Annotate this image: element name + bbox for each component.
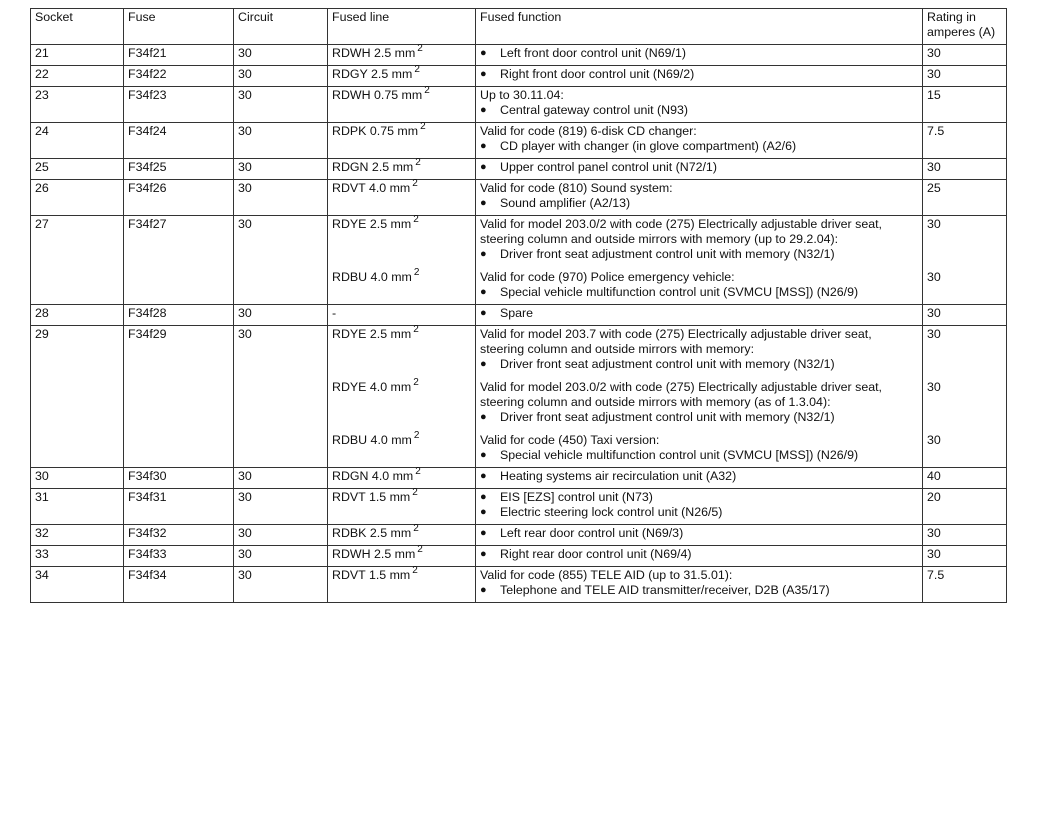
function-entry — [480, 490, 918, 520]
cell-fuse: F34f22 — [124, 66, 234, 87]
table-row — [31, 87, 1007, 123]
cell-fused-function — [476, 159, 923, 180]
function-text: Sound amplifier (A2/13) — [500, 196, 631, 210]
cell-fused-function — [476, 45, 923, 66]
fused-line-entry — [332, 565, 471, 583]
fused-line-entry — [332, 43, 471, 61]
cell-socket: 28 — [31, 305, 124, 326]
cell-fused-line — [328, 123, 476, 159]
fused-line-unit-exponent: 2 — [420, 121, 426, 132]
cell-fused-line — [328, 45, 476, 66]
cell-fuse: F34f21 — [124, 45, 234, 66]
cell-fused-function — [476, 546, 923, 567]
function-entry — [480, 67, 918, 82]
function-bullet-item — [480, 469, 918, 484]
cell-rating — [923, 216, 1007, 305]
rating-value: 20 — [927, 490, 941, 504]
rating-value: 30 — [927, 547, 941, 561]
cell-rating — [923, 305, 1007, 326]
cell-fuse: F34f23 — [124, 87, 234, 123]
rating-value: 40 — [927, 469, 941, 483]
fused-line-entry — [332, 214, 471, 270]
function-text: Right front door control unit (N69/2) — [500, 67, 695, 81]
cell-circuit: 30 — [234, 216, 328, 305]
function-text: Left front door control unit (N69/1) — [500, 46, 686, 60]
function-entry — [480, 46, 918, 61]
fused-line-unit-exponent: 2 — [417, 544, 423, 555]
fused-line-value: RDVT 4.0 mm — [332, 181, 411, 195]
function-bullet-item — [480, 139, 918, 154]
cell-circuit: 30 — [234, 326, 328, 468]
fuse-table — [30, 8, 1007, 603]
function-entry — [480, 181, 918, 211]
bullet-icon: ● — [480, 548, 487, 560]
fused-line-value: RDGY 2.5 mm — [332, 67, 413, 81]
fused-line-value: RDYE 2.5 mm — [332, 217, 412, 231]
cell-fused-function — [476, 216, 923, 305]
bullet-icon: ● — [480, 248, 487, 260]
cell-rating — [923, 66, 1007, 87]
fused-line-unit-exponent: 2 — [413, 430, 420, 441]
fused-line-value: RDYE 2.5 mm — [332, 327, 412, 341]
fused-line-entry — [332, 64, 471, 82]
rating-value: 30 — [927, 433, 941, 447]
fused-line-entry — [332, 178, 471, 196]
bullet-icon: ● — [480, 286, 487, 298]
function-bullet-item — [480, 160, 918, 175]
rating-value: 25 — [927, 181, 941, 195]
function-text: Right rear door control unit (N69/4) — [500, 547, 692, 561]
rating-value: 7.5 — [927, 124, 945, 138]
function-text: Heating systems air recirculation unit (A32) — [500, 469, 737, 483]
function-text: Driver front seat adjustment control unit with memory (N32/1) — [500, 410, 835, 424]
cell-fused-function — [476, 87, 923, 123]
table-row — [31, 567, 1007, 603]
table-row — [31, 123, 1007, 159]
fused-line-value: RDBU 4.0 mm — [332, 270, 412, 284]
cell-circuit: 30 — [234, 489, 328, 525]
function-entry — [480, 217, 918, 262]
cell-fuse: F34f27 — [124, 216, 234, 305]
function-entry — [480, 88, 918, 118]
cell-socket: 24 — [31, 123, 124, 159]
cell-socket: 32 — [31, 525, 124, 546]
cell-circuit: 30 — [234, 546, 328, 567]
function-entry — [480, 327, 918, 372]
fused-line-value: RDPK 0.75 mm — [332, 124, 419, 138]
fused-line-entry — [332, 267, 471, 285]
function-bullet-item — [480, 505, 918, 520]
cell-fuse: F34f31 — [124, 489, 234, 525]
fused-line-entry — [332, 377, 471, 433]
cell-rating — [923, 546, 1007, 567]
function-condition: Up to 30.11.04: — [480, 88, 564, 102]
rating-value: 30 — [927, 217, 941, 231]
function-bullet-item — [480, 247, 918, 262]
cell-fuse: F34f25 — [124, 159, 234, 180]
rating-value: 30 — [927, 46, 941, 60]
header-fuse: Fuse — [124, 9, 234, 45]
table-row — [31, 468, 1007, 489]
function-text: Special vehicle multifunction control unit (SVMCU [MSS]) (N26/9) — [500, 285, 859, 299]
function-text: Telephone and TELE AID transmitter/receiver, D2B (A35/17) — [500, 583, 830, 597]
cell-fused-line — [328, 525, 476, 546]
table-row — [31, 489, 1007, 525]
cell-fuse: F34f29 — [124, 326, 234, 468]
rating-value: 30 — [927, 380, 941, 394]
cell-fused-function — [476, 468, 923, 489]
cell-rating — [923, 489, 1007, 525]
function-bullet-item — [480, 547, 918, 562]
table-body — [31, 45, 1007, 603]
fused-line-unit-exponent: 2 — [412, 178, 418, 189]
function-bullet-item — [480, 46, 918, 61]
function-bullet-item — [480, 410, 918, 425]
fused-line-value: RDVT 1.5 mm — [332, 568, 411, 582]
cell-socket: 34 — [31, 567, 124, 603]
header-fused-function: Fused function — [476, 9, 923, 45]
bullet-icon: ● — [480, 411, 487, 423]
function-entry — [480, 160, 918, 175]
fused-line-entry — [332, 85, 471, 103]
cell-socket: 31 — [31, 489, 124, 525]
fused-line-entry — [332, 466, 471, 484]
cell-fused-line — [328, 159, 476, 180]
fused-line-value: RDGN 2.5 mm — [332, 160, 414, 174]
cell-fused-function — [476, 567, 923, 603]
bullet-icon: ● — [480, 470, 487, 482]
cell-fused-line — [328, 468, 476, 489]
rating-value: 30 — [927, 270, 941, 284]
cell-socket: 23 — [31, 87, 124, 123]
function-entry — [480, 306, 918, 321]
cell-fuse: F34f28 — [124, 305, 234, 326]
bullet-icon: ● — [480, 197, 487, 209]
cell-fused-line — [328, 87, 476, 123]
function-condition: Valid for model 203.0/2 with code (275) Electrically adjustable driver seat, steering column and outside mirrors with memory (up to 29.2.04): — [480, 217, 882, 246]
cell-socket: 21 — [31, 45, 124, 66]
fused-line-unit-exponent: 2 — [412, 487, 418, 498]
function-entry — [480, 380, 918, 425]
fused-line-entry — [332, 306, 471, 321]
cell-fused-line — [328, 326, 476, 468]
fused-line-unit-exponent: 2 — [415, 157, 421, 168]
table-row — [31, 66, 1007, 87]
cell-rating — [923, 123, 1007, 159]
cell-rating — [923, 525, 1007, 546]
fused-line-unit-exponent: 2 — [413, 523, 419, 534]
bullet-icon: ● — [480, 527, 487, 539]
cell-fused-function — [476, 180, 923, 216]
function-condition: Valid for code (450) Taxi version: — [480, 433, 660, 447]
cell-fused-line — [328, 66, 476, 87]
function-entry — [480, 526, 918, 541]
fused-line-entry — [332, 430, 471, 448]
function-entry — [480, 124, 918, 154]
header-fused-line: Fused line — [328, 9, 476, 45]
fused-line-value: RDBU 4.0 mm — [332, 433, 412, 447]
cell-fuse: F34f24 — [124, 123, 234, 159]
function-text: Central gateway control unit (N93) — [500, 103, 689, 117]
rating-value: 30 — [927, 160, 941, 174]
function-bullet-item — [480, 526, 918, 541]
cell-fuse: F34f26 — [124, 180, 234, 216]
function-condition: Valid for code (810) Sound system: — [480, 181, 673, 195]
rating-value: 30 — [927, 306, 941, 320]
bullet-icon: ● — [480, 491, 487, 503]
fused-line-unit-exponent: 2 — [413, 214, 419, 225]
cell-fused-function — [476, 525, 923, 546]
header-rating: Rating in amperes (A) — [923, 9, 1007, 45]
fused-line-entry — [332, 544, 471, 562]
function-text: Upper control panel control unit (N72/1) — [500, 160, 717, 174]
function-bullet-item — [480, 357, 918, 372]
function-bullet-item — [480, 196, 918, 211]
fused-line-entry — [332, 523, 471, 541]
cell-fused-line — [328, 305, 476, 326]
cell-circuit: 30 — [234, 45, 328, 66]
function-condition: Valid for model 203.0/2 with code (275) Electrically adjustable driver seat, steering column and outside mirrors with memory (as of 1.3.04): — [480, 380, 882, 409]
cell-socket: 26 — [31, 180, 124, 216]
cell-circuit: 30 — [234, 305, 328, 326]
function-entry — [480, 547, 918, 562]
cell-circuit: 30 — [234, 468, 328, 489]
fused-line-entry — [332, 324, 471, 380]
function-condition: Valid for code (819) 6-disk CD changer: — [480, 124, 697, 138]
header-row — [31, 9, 1007, 45]
function-text: Spare — [500, 306, 534, 320]
cell-socket: 30 — [31, 468, 124, 489]
cell-fuse: F34f34 — [124, 567, 234, 603]
bullet-icon: ● — [480, 68, 487, 80]
rating-value: 30 — [927, 526, 941, 540]
cell-socket: 33 — [31, 546, 124, 567]
function-condition: Valid for code (855) TELE AID (up to 31.5.01): — [480, 568, 733, 582]
function-bullet-item — [480, 448, 918, 463]
function-bullet-item — [480, 285, 918, 300]
fuse-allocation-document — [30, 8, 1007, 603]
function-bullet-item — [480, 67, 918, 82]
fused-line-value: RDWH 0.75 mm — [332, 88, 423, 102]
fused-line-value: - — [332, 306, 337, 320]
fused-line-unit-exponent: 2 — [424, 85, 430, 96]
bullet-icon: ● — [480, 584, 487, 596]
fused-line-unit-exponent: 2 — [412, 565, 418, 576]
fused-line-entry — [332, 487, 471, 505]
fused-line-unit-exponent: 2 — [413, 377, 419, 388]
fused-line-unit-exponent: 2 — [413, 324, 419, 335]
cell-fused-function — [476, 66, 923, 87]
rating-value: 7.5 — [927, 568, 945, 582]
cell-socket: 29 — [31, 326, 124, 468]
table-row — [31, 180, 1007, 216]
fused-line-unit-exponent: 2 — [413, 267, 420, 278]
header-circuit: Circuit — [234, 9, 328, 45]
bullet-icon: ● — [480, 358, 487, 370]
cell-rating — [923, 567, 1007, 603]
cell-fused-function — [476, 326, 923, 468]
function-text: Left rear door control unit (N69/3) — [500, 526, 684, 540]
bullet-icon: ● — [480, 506, 487, 518]
cell-rating — [923, 468, 1007, 489]
bullet-icon: ● — [480, 161, 487, 173]
table-row — [31, 45, 1007, 66]
cell-fused-line — [328, 567, 476, 603]
cell-fused-function — [476, 123, 923, 159]
function-bullet-item — [480, 583, 918, 598]
fused-line-unit-exponent: 2 — [417, 43, 423, 54]
fused-line-entry — [332, 157, 471, 175]
fused-line-unit-exponent: 2 — [414, 64, 420, 75]
cell-circuit: 30 — [234, 123, 328, 159]
cell-fused-function — [476, 305, 923, 326]
function-condition: Valid for code (970) Police emergency vehicle: — [480, 270, 735, 284]
bullet-icon: ● — [480, 307, 487, 319]
function-text: Electric steering lock control unit (N26/5) — [500, 505, 723, 519]
cell-rating — [923, 87, 1007, 123]
rating-value: 30 — [927, 327, 941, 341]
cell-socket: 22 — [31, 66, 124, 87]
function-entry — [480, 469, 918, 484]
fused-line-value: RDYE 4.0 mm — [332, 380, 412, 394]
table-row — [31, 216, 1007, 305]
function-text: Special vehicle multifunction control unit (SVMCU [MSS]) (N26/9) — [500, 448, 859, 462]
fused-line-entry — [332, 121, 471, 139]
bullet-icon: ● — [480, 104, 487, 116]
function-entry — [480, 568, 918, 598]
cell-fused-line — [328, 180, 476, 216]
cell-circuit: 30 — [234, 66, 328, 87]
cell-fuse: F34f33 — [124, 546, 234, 567]
table-row — [31, 326, 1007, 468]
cell-fused-line — [328, 489, 476, 525]
cell-circuit: 30 — [234, 180, 328, 216]
header-socket: Socket — [31, 9, 124, 45]
fused-line-value: RDBK 2.5 mm — [332, 526, 412, 540]
bullet-icon: ● — [480, 140, 487, 152]
cell-fused-line — [328, 546, 476, 567]
fused-line-unit-exponent: 2 — [415, 466, 421, 477]
cell-fuse: F34f30 — [124, 468, 234, 489]
cell-fuse: F34f32 — [124, 525, 234, 546]
cell-rating — [923, 180, 1007, 216]
table-row — [31, 525, 1007, 546]
rating-value: 15 — [927, 88, 941, 102]
function-bullet-item — [480, 103, 918, 118]
cell-circuit: 30 — [234, 87, 328, 123]
table-row — [31, 159, 1007, 180]
cell-circuit: 30 — [234, 525, 328, 546]
function-text: CD player with changer (in glove compartment) (A2/6) — [500, 139, 797, 153]
cell-rating — [923, 45, 1007, 66]
bullet-icon: ● — [480, 47, 487, 59]
cell-circuit: 30 — [234, 567, 328, 603]
function-condition: Valid for model 203.7 with code (275) Electrically adjustable driver seat, steering column and outside mirrors with memory: — [480, 327, 872, 356]
function-entry — [480, 433, 918, 463]
cell-rating — [923, 326, 1007, 468]
table-row — [31, 546, 1007, 567]
rating-value: 30 — [927, 67, 941, 81]
fused-line-value: RDGN 4.0 mm — [332, 469, 414, 483]
bullet-icon: ● — [480, 449, 487, 461]
cell-circuit: 30 — [234, 159, 328, 180]
function-entry — [480, 270, 918, 300]
cell-fused-line — [328, 216, 476, 305]
fused-line-value: RDVT 1.5 mm — [332, 490, 411, 504]
cell-rating — [923, 159, 1007, 180]
cell-socket: 27 — [31, 216, 124, 305]
cell-socket: 25 — [31, 159, 124, 180]
function-bullet-item — [480, 306, 918, 321]
function-text: EIS [EZS] control unit (N73) — [500, 490, 653, 504]
fused-line-value: RDWH 2.5 mm — [332, 46, 416, 60]
function-text: Driver front seat adjustment control unit with memory (N32/1) — [500, 357, 835, 371]
cell-fused-function — [476, 489, 923, 525]
function-bullet-item — [480, 490, 918, 505]
function-text: Driver front seat adjustment control unit with memory (N32/1) — [500, 247, 835, 261]
table-row — [31, 305, 1007, 326]
fused-line-value: RDWH 2.5 mm — [332, 547, 416, 561]
